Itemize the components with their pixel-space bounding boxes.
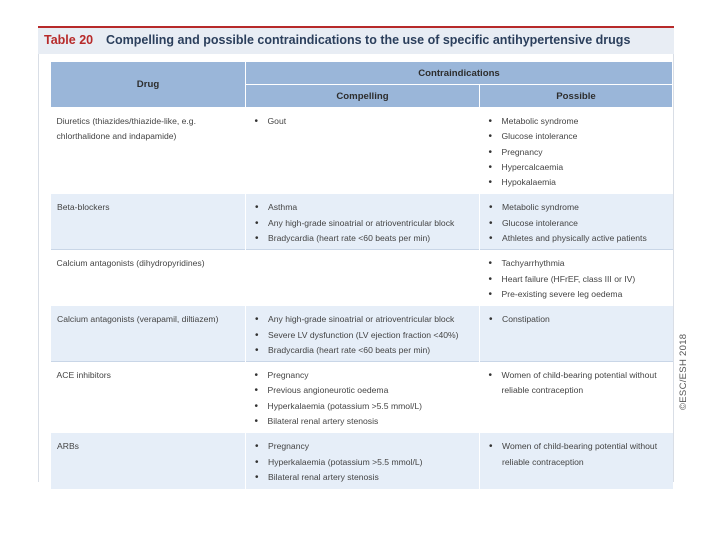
table-number: Table 20 [44, 33, 94, 47]
list-item: • Athletes and physically active patients [486, 231, 669, 246]
list-item: • Heart failure (HFrEF, class III or IV) [486, 272, 669, 287]
header-contraindications: Contraindications [246, 62, 673, 85]
table-panel [38, 54, 674, 482]
list-item: • Pregnancy [252, 439, 475, 454]
list-item: • Any high-grade sinoatrial or atrioventricular block [252, 216, 475, 231]
list-item: • Hypokalaemia [486, 175, 669, 190]
table-row [51, 250, 673, 306]
table-row [51, 108, 673, 194]
list-item: • Pregnancy [486, 145, 669, 160]
drug-cell: ACE inhibitors [51, 362, 246, 433]
list-item: • Pregnancy [252, 368, 476, 383]
list-item: • Bradycardia (heart rate <60 beats per min) [252, 231, 475, 246]
list-item: • Asthma [252, 200, 475, 215]
list-item: • Women of child-bearing potential without reliable contraception [486, 439, 669, 470]
table-title: Compelling and possible contraindications to the use of specific antihypertensive drugs [106, 33, 631, 47]
list-item: • Severe LV dysfunction (LV ejection fraction <40%) [252, 328, 475, 343]
table-row [51, 433, 673, 489]
possible-cell [480, 250, 673, 306]
header-drug: Drug [51, 62, 246, 108]
compelling-cell [246, 306, 480, 362]
list-item: • Metabolic syndrome [486, 114, 669, 129]
compelling-cell [246, 433, 480, 489]
possible-cell [480, 362, 673, 433]
list-item: • Hyperkalaemia (potassium >5.5 mmol/L) [252, 399, 476, 414]
possible-cell [480, 194, 673, 250]
table-row [51, 362, 673, 433]
list-item: • Bilateral renal artery stenosis [252, 414, 476, 429]
list-item: • Any high-grade sinoatrial or atrioventricular block [252, 312, 475, 327]
drug-cell: Beta-blockers [51, 194, 246, 250]
possible-cell [480, 108, 673, 194]
contraindications-table [50, 61, 673, 489]
list-item: • Constipation [486, 312, 669, 327]
possible-cell [480, 306, 673, 362]
compelling-cell [246, 362, 480, 433]
list-item: • Metabolic syndrome [486, 200, 669, 215]
compelling-cell [246, 194, 480, 250]
list-item: • Hyperkalaemia (potassium >5.5 mmol/L) [252, 455, 475, 470]
table-title-bar [38, 26, 674, 54]
drug-cell: ARBs [51, 433, 246, 489]
drug-cell: Calcium antagonists (verapamil, diltiazem) [51, 306, 246, 362]
table-row [51, 194, 673, 250]
list-item: • Previous angioneurotic oedema [252, 383, 476, 398]
compelling-cell [246, 108, 480, 194]
list-item: • Bilateral renal artery stenosis [252, 470, 475, 485]
list-item: • Glucose intolerance [486, 129, 669, 144]
list-item: • Women of child-bearing potential without reliable contraception [486, 368, 669, 399]
drug-cell: Diuretics (thiazides/thiazide-like, e.g. chlorthalidone and indapamide) [51, 108, 246, 194]
compelling-cell [246, 250, 480, 306]
list-item: • Bradycardia (heart rate <60 beats per min) [252, 343, 475, 358]
list-item: • Gout [252, 114, 476, 129]
list-item: • Pre-existing severe leg oedema [486, 287, 669, 302]
header-possible: Possible [480, 85, 673, 108]
copyright-text: ©ESC/ESH 2018 [678, 333, 689, 410]
list-item: • Tachyarrhythmia [486, 256, 669, 271]
table-row [51, 306, 673, 362]
drug-cell: Calcium antagonists (dihydropyridines) [51, 250, 246, 306]
list-item: • Hypercalcaemia [486, 160, 669, 175]
possible-cell [480, 433, 673, 489]
list-item: • Glucose intolerance [486, 216, 669, 231]
header-compelling: Compelling [246, 85, 480, 108]
